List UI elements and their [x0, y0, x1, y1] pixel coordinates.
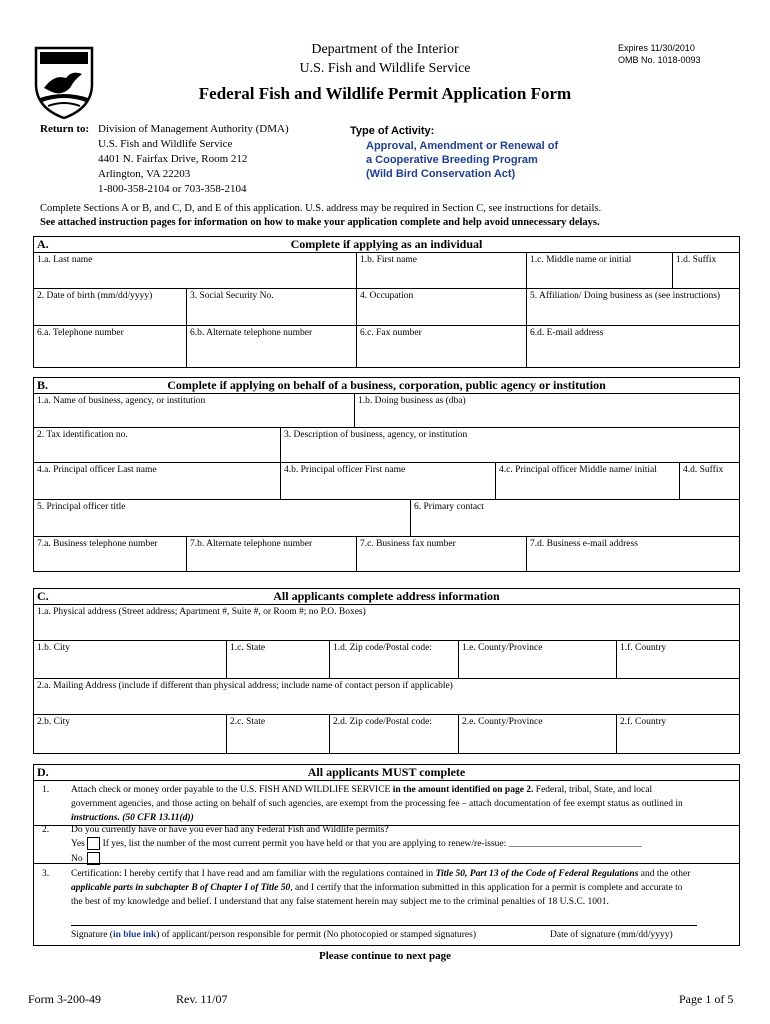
- activity-line: a Cooperative Breeding Program: [366, 154, 538, 166]
- expires-date: Expires 11/30/2010: [618, 43, 695, 53]
- item-3-part: and the other: [638, 869, 691, 879]
- alt-telephone-field[interactable]: 6.b. Alternate telephone number: [186, 326, 356, 368]
- item-3-bold: Title 50, Part 13 of the Code of Federal Regulations: [435, 869, 639, 879]
- item-2-text: [71, 823, 735, 866]
- intro-line-2: See attached instruction pages for information on how to make your application complete and help avoid unnecessary delays.: [40, 217, 600, 228]
- item-number: 3.: [42, 869, 50, 879]
- section-c: [33, 588, 740, 754]
- section-b: [33, 377, 740, 572]
- signature-date-caption: Date of signature (mm/dd/yyyy): [550, 930, 673, 940]
- section-heading: All applicants MUST complete: [307, 765, 466, 779]
- business-telephone-field[interactable]: 7.a. Business telephone number: [37, 539, 158, 549]
- item-3-line3: the best of my knowledge and belief. I understand that any false statement herein may subject me to the criminal penalties of 18 U.S.C. 1001.: [71, 897, 609, 907]
- country-field[interactable]: 1.f. Country: [616, 641, 739, 679]
- address-line: 1-800-358-2104 or 703-358-2104: [98, 183, 247, 195]
- address-line: 4401 N. Fairfax Drive, Room 212: [98, 153, 248, 165]
- revision: Rev. 11/07: [176, 992, 228, 1006]
- form-title: Federal Fish and Wildlife Permit Application Form: [198, 84, 572, 103]
- item-3-part: , and I certify that the information submitted in this application for a permit is complete and accurate to: [290, 883, 683, 893]
- zip-field[interactable]: 1.d. Zip code/Postal code:: [329, 641, 458, 679]
- mailing-country-field[interactable]: 2.f. Country: [616, 715, 739, 754]
- business-name-field[interactable]: 1.a. Name of business, agency, or institution: [37, 396, 206, 406]
- return-address: [98, 122, 289, 197]
- county-field[interactable]: 1.e. County/Province: [458, 641, 616, 679]
- address-line: U.S. Fish and Wildlife Service: [98, 138, 233, 150]
- signature-part: ) of applicant/person responsible for permit (No photocopied or stamped signatures): [156, 930, 477, 940]
- section-c-header: [34, 589, 739, 604]
- item-3-text: [71, 867, 735, 909]
- item-2-question: Do you currently have or have you ever had any Federal Fish and Wildlife permits?: [71, 825, 389, 835]
- expiration-info: [618, 42, 701, 66]
- department-name: Department of the Interior: [311, 42, 459, 57]
- intro-line-1: Complete Sections A or B, and C, D, and E of this application. U.S. address may be required in Section C, see instructions for details.: [40, 203, 602, 214]
- section-letter: A.: [37, 237, 49, 251]
- business-description-field[interactable]: 3. Description of business, agency, or institution: [280, 428, 739, 463]
- physical-address-field[interactable]: 1.a. Physical address (Street address; Apartment #, Suite #, or Room #; no P.O. Boxes): [37, 607, 366, 617]
- state-field[interactable]: 1.c. State: [226, 641, 329, 679]
- mailing-city-field[interactable]: 2.b. City: [37, 717, 70, 727]
- middle-name-field[interactable]: 1.c. Middle name or initial: [526, 253, 672, 289]
- omb-number: OMB No. 1018-0093: [618, 55, 701, 65]
- section-letter: B.: [37, 378, 49, 392]
- item-3-bold: applicable parts in subchapter B of Chapter I of Title 50: [71, 883, 291, 893]
- ssn-field[interactable]: 3. Social Security No.: [186, 289, 356, 326]
- last-name-field[interactable]: 1.a. Last name: [37, 255, 93, 265]
- section-a: [33, 236, 740, 368]
- item-3-part: Certification: I hereby certify that I have read and am familiar with the regulations contained in: [71, 869, 436, 879]
- first-name-field[interactable]: 1.b. First name: [356, 253, 526, 289]
- item-number: 2.: [42, 825, 50, 835]
- tax-id-field[interactable]: 2. Tax identification no.: [37, 430, 128, 440]
- section-heading: All applicants complete address information: [273, 589, 500, 603]
- section-heading: Complete if applying on behalf of a business, corporation, public agency or institution: [167, 378, 606, 392]
- officer-last-name-field[interactable]: 4.a. Principal officer Last name: [37, 465, 157, 475]
- item-1-text: [71, 783, 735, 825]
- mailing-county-field[interactable]: 2.e. County/Province: [458, 715, 616, 754]
- form-number: Form 3-200-49: [28, 992, 101, 1006]
- activity-label: Type of Activity:: [350, 125, 435, 137]
- address-line: Division of Management Authority (DMA): [98, 123, 289, 135]
- mailing-zip-field[interactable]: 2.d. Zip code/Postal code:: [329, 715, 458, 754]
- return-to-label: Return to:: [40, 123, 90, 135]
- section-d-header: [34, 765, 739, 780]
- officer-suffix-field[interactable]: 4.d. Suffix: [679, 463, 739, 500]
- yes-checkbox[interactable]: [87, 837, 100, 850]
- activity-line: Approval, Amendment or Renewal of: [366, 140, 559, 152]
- item-1-part: Attach check or money order payable to the U.S. FISH AND WILDLIFE SERVICE: [71, 785, 391, 795]
- item-1-part: Federal, tribal, State, and local: [533, 785, 653, 795]
- activity-type: [366, 139, 558, 181]
- section-a-header: [34, 237, 739, 252]
- item-1-bold: in the amount identified on page 2.: [390, 785, 534, 795]
- dba-field[interactable]: 1.b. Doing business as (dba): [354, 394, 739, 428]
- item-1-line2: government agencies, and those acting on behalf of such agencies, are exempt from the processing fee – attach documentation of fee exempt status as outlined in: [71, 799, 683, 809]
- officer-middle-name-field[interactable]: 4.c. Principal officer Middle name/ initial: [495, 463, 679, 500]
- item-1-line3: instructions. (50 CFR 13.11(d)): [71, 813, 194, 823]
- continue-note: Please continue to next page: [319, 950, 451, 962]
- telephone-field[interactable]: 6.a. Telephone number: [37, 328, 124, 338]
- signature-part: Signature (: [71, 930, 113, 940]
- city-field[interactable]: 1.b. City: [37, 643, 70, 653]
- section-heading: Complete if applying as an individual: [290, 237, 483, 251]
- signature-line[interactable]: [71, 925, 697, 926]
- section-d: [33, 764, 740, 946]
- section-b-header: [34, 378, 739, 393]
- fax-field[interactable]: 6.c. Fax number: [356, 326, 526, 368]
- mailing-state-field[interactable]: 2.c. State: [226, 715, 329, 754]
- signature-caption: [71, 928, 476, 942]
- affiliation-field[interactable]: 5. Affiliation/ Doing business as (see instructions): [526, 289, 739, 326]
- dob-field[interactable]: 2. Date of birth (mm/dd/yyyy): [37, 291, 153, 301]
- yes-detail: If yes, list the number of the most current permit you have held or that you are applying to renew/re-issue: ____________________________: [102, 839, 642, 849]
- page-number: Page 1 of 5: [679, 992, 734, 1006]
- business-fax-field[interactable]: 7.c. Business fax number: [356, 537, 526, 572]
- item-number: 1.: [42, 785, 50, 795]
- section-letter: D.: [37, 765, 49, 779]
- occupation-field[interactable]: 4. Occupation: [356, 289, 526, 326]
- service-name: U.S. Fish and Wildlife Service: [299, 61, 471, 76]
- officer-first-name-field[interactable]: 4.b. Principal officer First name: [280, 463, 495, 500]
- activity-line: (Wild Bird Conservation Act): [366, 168, 516, 180]
- mailing-address-field[interactable]: 2.a. Mailing Address (include if different than physical address; include name of contact person if applicable): [37, 681, 453, 691]
- yes-label: Yes: [71, 839, 85, 849]
- business-alt-telephone-field[interactable]: 7.b. Alternate telephone number: [186, 537, 356, 572]
- officer-title-field[interactable]: 5. Principal officer title: [37, 502, 126, 512]
- address-line: Arlington, VA 22203: [98, 168, 191, 180]
- no-label: No: [71, 854, 83, 864]
- section-letter: C.: [37, 589, 49, 603]
- primary-contact-field[interactable]: 6. Primary contact: [410, 500, 739, 537]
- suffix-field[interactable]: 1.d. Suffix: [672, 253, 739, 289]
- business-email-field[interactable]: 7.d. Business e-mail address: [526, 537, 739, 572]
- blue-ink-note: in blue ink: [112, 930, 157, 940]
- email-field[interactable]: 6.d. E-mail address: [526, 326, 739, 368]
